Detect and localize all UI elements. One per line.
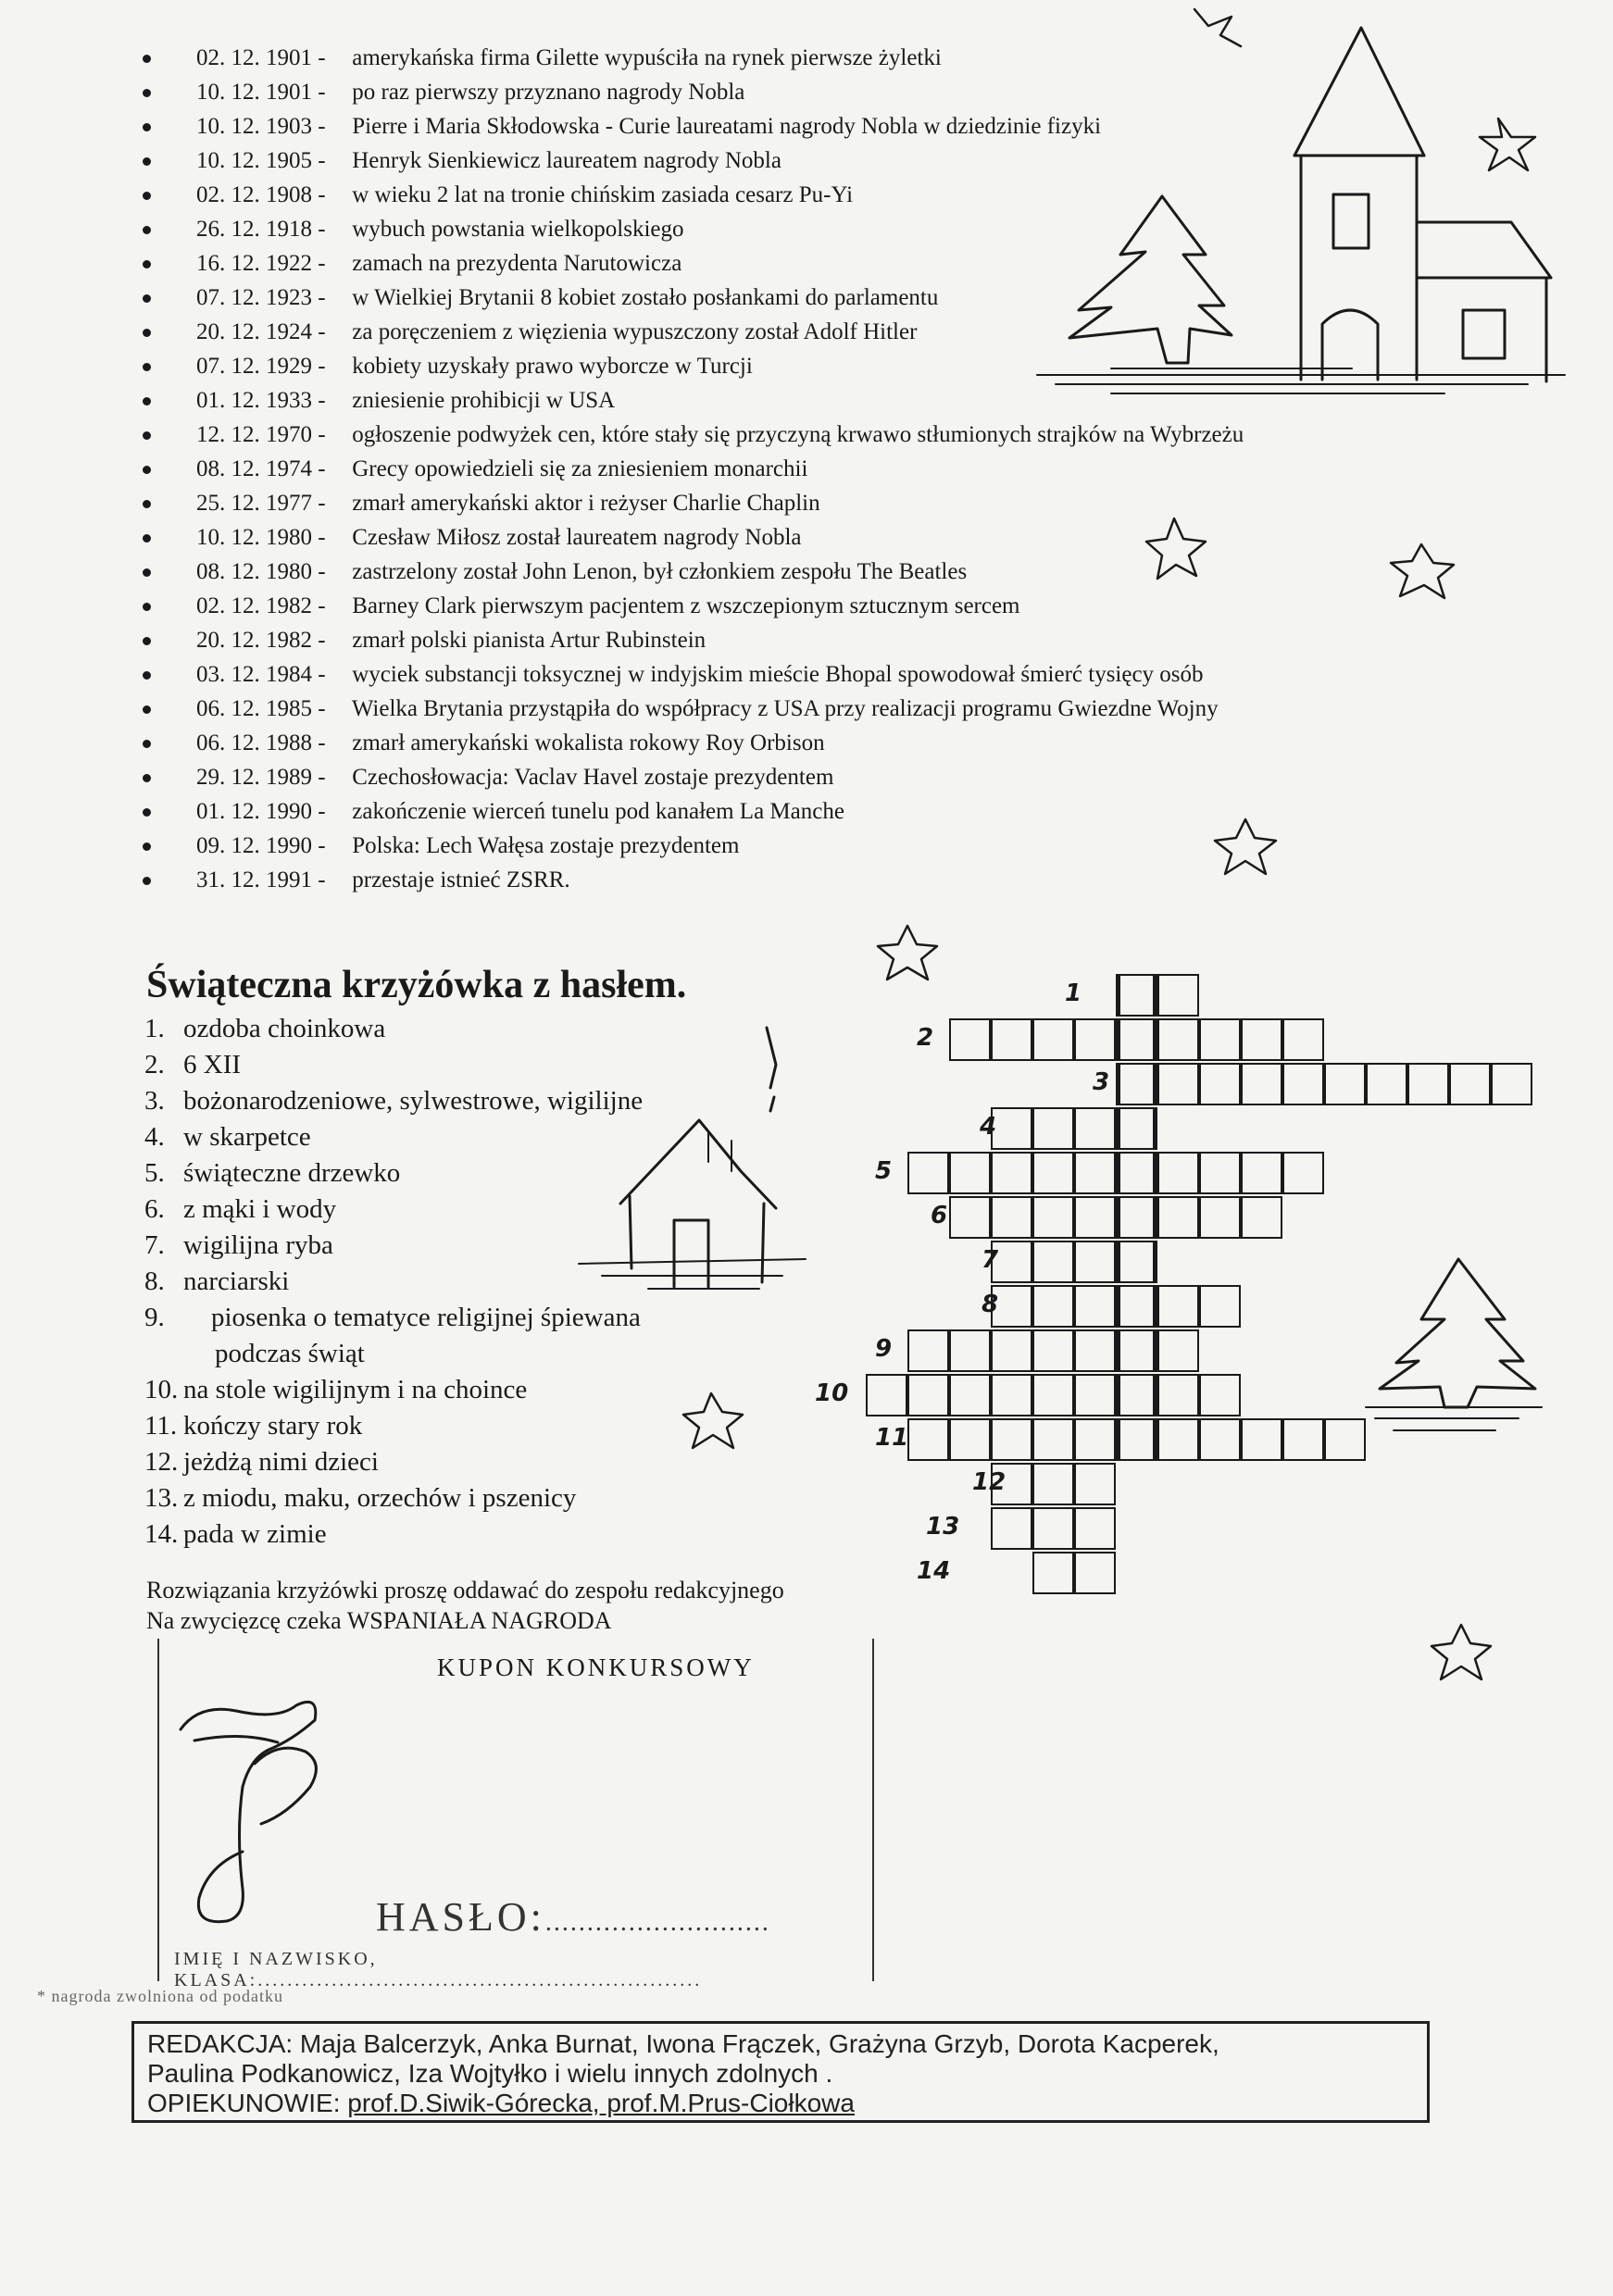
clue-item [144,1264,643,1300]
clue-item [144,1444,643,1480]
crossword-title: Świąteczna krzyżówka z hasłem. [146,964,687,1006]
clue-text: wigilijna ryba [183,1230,333,1260]
crossword-cell[interactable] [1074,1241,1116,1283]
crossword-cell[interactable] [1157,1374,1199,1416]
crossword-cell[interactable] [1032,1329,1074,1372]
crossword-cell[interactable] [949,1329,991,1372]
event-text: zakończenie wierceń tunelu pod kanałem La Manche [352,799,844,824]
event-text: Barney Clark pierwszym pacjentem z wszczepionym sztucznym sercem [352,593,1020,618]
event-text: w wieku 2 lat na tronie chińskim zasiada cesarz Pu-Yi [352,182,854,207]
event-text: przestaje istnieć ZSRR. [352,867,570,892]
crossword-cell[interactable] [907,1374,949,1416]
crossword-cell[interactable] [1282,1063,1324,1105]
crossword-cell[interactable] [1032,1552,1074,1594]
password-cell[interactable] [1116,1196,1157,1239]
event-text: Czechosłowacja: Vaclav Havel zostaje prezydentem [352,765,834,790]
clue-item [144,1047,643,1083]
event-date: 08. 12. 1974 - [196,456,326,481]
crossword-cell[interactable] [1241,1418,1282,1461]
crossword-cell[interactable] [1449,1063,1491,1105]
crossword-cell[interactable] [1074,1018,1116,1061]
event-date: 07. 12. 1929 - [196,354,326,379]
event-date: 09. 12. 1990 - [196,833,326,858]
event-date: 01. 12. 1933 - [196,388,326,413]
event-text: kobiety uzyskały prawo wyborcze w Turcji [352,354,753,379]
password-cell[interactable] [1116,1418,1157,1461]
event-date: 31. 12. 1991 - [196,867,326,892]
submission-note [146,1575,784,1636]
event-text: za poręczeniem z więzienia wypuszczony został Adolf Hitler [352,319,918,344]
event-date: 01. 12. 1990 - [196,799,326,824]
crossword-cell[interactable] [1032,1107,1074,1150]
clue-item [144,1228,643,1264]
clue-number: 12. [144,1447,179,1477]
event-date: 02. 12. 1908 - [196,182,326,207]
row-number-label: 1 [1065,980,1082,1007]
row-number-label: 5 [875,1157,893,1185]
crossword-cell[interactable] [1074,1463,1116,1505]
clue-item [144,1372,643,1408]
row-number-label: 10 [815,1379,849,1407]
password-cell[interactable] [1116,1285,1157,1328]
crossword-cell[interactable] [991,1152,1032,1194]
event-text: Wielka Brytania przystąpiła do współpracy z USA przy realizacji programu Gwiezdne Wojny [351,696,1219,721]
crossword-cell[interactable] [1074,1418,1116,1461]
clue-item [144,1155,643,1192]
clue-item [144,1119,643,1155]
event-text: zastrzelony został John Lenon, był członkiem zespołu The Beatles [352,559,968,584]
crossword-cell[interactable] [1199,1018,1241,1061]
event-date: 12. 12. 1970 - [196,422,326,447]
crossword-cell[interactable] [1032,1418,1074,1461]
crossword-cell[interactable] [1241,1152,1282,1194]
crossword-cell[interactable] [1032,1152,1074,1194]
clue-text: na stole wigilijnym i na choince [183,1375,528,1404]
crossword-cell[interactable] [1241,1063,1282,1105]
row-number-label: 6 [931,1202,948,1229]
password-cell[interactable] [1116,1374,1157,1416]
event-date: 06. 12. 1988 - [196,730,326,755]
event-text: Grecy opowiedzieli się za zniesieniem monarchii [352,456,808,481]
event-date: 03. 12. 1984 - [196,662,326,687]
row-number-label: 9 [875,1335,893,1363]
clue-number: 11. [144,1411,178,1441]
coupon-title: KUPON KONKURSOWY [437,1653,755,1681]
row-number-label: 12 [972,1468,1007,1496]
christmas-tree-drawing [1366,1259,1542,1430]
event-text: zniesienie prohibicji w USA [352,388,616,413]
clue-item [144,1516,643,1553]
editors-line-continued: Paulina Podkanowicz, Iza Wojtyłko i wielu innych zdolnych . [147,2059,833,2088]
crossword-cell[interactable] [1241,1018,1282,1061]
supervisors-line [147,2089,1414,2118]
crossword-cell[interactable] [1199,1285,1241,1328]
password-field[interactable] [376,1893,770,1940]
clue-item [144,1192,643,1228]
password-cell[interactable] [1116,1329,1157,1372]
clue-item [144,1408,643,1444]
crossword-cell[interactable] [949,1418,991,1461]
crossword-cell[interactable] [1282,1418,1324,1461]
row-number-label: 3 [1093,1068,1110,1096]
crossword-cell[interactable] [1282,1152,1324,1194]
crossword-cell[interactable] [907,1418,949,1461]
crossword-cell[interactable] [949,1018,991,1061]
editors-line: REDAKCJA: Maja Balcerzyk, Anka Burnat, Iwona Frączek, Grażyna Grzyb, Dorota Kacperek, [147,2029,1219,2058]
clue-text: ozdoba choinkowa [183,1014,386,1043]
crossword-cell[interactable] [1032,1285,1074,1328]
submission-note-line: Rozwiązania krzyżówki proszę oddawać do zespołu redakcyjnego [146,1577,784,1603]
crossword-cell[interactable] [949,1152,991,1194]
event-date: 26. 12. 1918 - [196,217,326,242]
clue-number: 4. [144,1122,165,1152]
event-text: zmarł amerykański wokalista rokowy Roy Orbison [352,730,825,755]
crossword-cell[interactable] [1074,1552,1116,1594]
clue-number: 8. [144,1267,165,1296]
password-label: HASŁO: [376,1894,545,1940]
password-cell[interactable] [1116,974,1157,1017]
event-date: 06. 12. 1985 - [196,696,326,721]
row-number-label: 14 [917,1557,951,1585]
supervisors-names: prof.D.Siwik-Górecka, prof.M.Prus-Ciołkowa [347,2089,855,2117]
crossword-cell[interactable] [1032,1241,1074,1283]
crossword-cell[interactable] [1074,1196,1116,1239]
clue-text: w skarpetce [183,1122,311,1152]
crossword-cell[interactable] [949,1374,991,1416]
crossword-cell[interactable] [1199,1374,1241,1416]
crossword-cell[interactable] [907,1152,949,1194]
row-number-label: 13 [926,1513,960,1541]
crossword-cell[interactable] [1157,974,1199,1017]
crossword-cell[interactable] [1074,1285,1116,1328]
clue-number: 10. [144,1375,179,1404]
row-number-label: 2 [917,1024,934,1052]
prize-note-line: Na zwycięzcę czeka WSPANIAŁA NAGRODA [146,1607,612,1634]
clue-item [144,1480,643,1516]
clue-text: 6 XII [183,1050,242,1079]
clue-text: narciarski [183,1267,290,1296]
crossword-cell[interactable] [991,1018,1032,1061]
event-text: ogłoszenie podwyżek cen, które stały się przyczyną krwawo stłumionych strajków na Wybrzeżu [352,422,1244,447]
crossword-cell[interactable] [1157,1329,1199,1372]
crossword-cell[interactable] [1282,1018,1324,1061]
clue-text: bożonarodzeniowe, sylwestrowe, wigilijne [183,1086,644,1116]
crossword-cell[interactable] [1241,1196,1282,1239]
crossword-cell[interactable] [907,1329,949,1372]
event-date: 08. 12. 1980 - [196,559,326,584]
crossword-cell[interactable] [1157,1285,1199,1328]
clue-text: z miodu, maku, orzechów i pszenicy [183,1483,577,1513]
clue-item [144,1083,643,1119]
crossword-cell[interactable] [1199,1152,1241,1194]
crossword-cell[interactable] [991,1329,1032,1372]
crossword-cell[interactable] [866,1374,907,1416]
event-date: 10. 12. 1903 - [196,114,326,139]
crossword-cell[interactable] [1157,1063,1199,1105]
event-date: 07. 12. 1923 - [196,285,326,310]
clue-number: 14. [144,1519,179,1549]
event-text: Polska: Lech Wałęsa zostaje prezydentem [352,833,740,858]
crossword-cell[interactable] [1074,1107,1116,1150]
password-blank: ........................... [544,1908,770,1937]
crossword-cell[interactable] [1491,1063,1532,1105]
crossword-cell[interactable] [1157,1418,1199,1461]
clue-text: świąteczne drzewko [183,1158,401,1188]
crossword-cell[interactable] [1324,1418,1366,1461]
crossword-cell[interactable] [991,1107,1032,1150]
event-text: zmarł polski pianista Artur Rubinstein [352,628,706,653]
crossword-cell[interactable] [949,1196,991,1239]
clue-number: 13. [144,1483,179,1513]
crossword-cell[interactable] [1157,1196,1199,1239]
clue-number: 2. [144,1050,165,1079]
clue-text: z mąki i wody [183,1194,337,1224]
name-class-field[interactable]: IMIĘ I NAZWISKO, KLASA:............................................................ [174,1949,703,1990]
christmas-tree-drawing [1069,196,1232,363]
event-date: 10. 12. 1901 - [196,80,326,105]
supervisors-label: OPIEKUNOWIE: [147,2089,348,2117]
crossword-cell[interactable] [1032,1018,1074,1061]
event-date: 10. 12. 1980 - [196,525,326,550]
row-number-label: 11 [875,1424,909,1452]
password-cell[interactable] [1116,1018,1157,1061]
crossword-clues [144,1011,643,1553]
event-text: zmarł amerykański aktor i reżyser Charlie Chaplin [352,491,820,516]
clue-number: 1. [144,1014,165,1043]
crossword-cell[interactable] [1074,1152,1116,1194]
event-text: wyciek substancji toksycznej w indyjskim mieście Bhopal spowodował śmierć tysięcy osób [352,662,1204,687]
event-date: 10. 12. 1905 - [196,148,326,173]
crossword-cell[interactable] [1032,1463,1074,1505]
clue-text: jeżdżą nimi dzieci [183,1447,379,1477]
house-with-tower-drawing [1037,28,1565,393]
crossword-cell[interactable] [1157,1018,1199,1061]
event-date: 25. 12. 1977 - [196,491,326,516]
event-date: 02. 12. 1901 - [196,45,326,70]
row-number-label: 8 [982,1291,999,1318]
crossword-cell[interactable] [991,1507,1032,1550]
tax-footnote: * nagroda zwolniona od podatku [37,1987,283,2005]
clue-number: 7. [144,1230,165,1260]
crossword-cell[interactable] [1199,1418,1241,1461]
crossword-cell[interactable] [991,1196,1032,1239]
clue-item [144,1011,643,1047]
event-text: Henryk Sienkiewicz laureatem nagrody Nobla [352,148,781,173]
event-text: Czesław Miłosz został laureatem nagrody Nobla [352,525,802,550]
event-text: Pierre i Maria Skłodowska - Curie laureatami nagrody Nobla w dziedzinie fizyki [352,114,1102,139]
editorial-box [131,2021,1430,2123]
crossword-cell[interactable] [1366,1063,1407,1105]
crossword-cell[interactable] [1324,1063,1366,1105]
row-number-label: 7 [982,1246,999,1274]
crossword-cell[interactable] [1407,1063,1449,1105]
crossword-cell[interactable] [1074,1329,1116,1372]
crossword-cell[interactable] [1032,1374,1074,1416]
event-text: po raz pierwszy przyznano nagrody Nobla [352,80,745,105]
event-date: 29. 12. 1989 - [196,765,326,790]
clue-text-continued: podczas świąt [215,1339,365,1368]
clue-number: 9. [144,1303,165,1332]
event-text: w Wielkiej Brytanii 8 kobiet zostało posłankami do parlamentu [352,285,939,310]
event-text: zamach na prezydenta Narutowicza [352,251,682,276]
clue-number: 6. [144,1194,165,1224]
crossword-cell[interactable] [1074,1374,1116,1416]
clue-item [144,1300,643,1372]
password-cell[interactable] [1116,1107,1157,1150]
row-number-label: 4 [980,1113,997,1141]
crossword-cell[interactable] [1199,1063,1241,1105]
crossword-cell[interactable] [991,1374,1032,1416]
event-date: 16. 12. 1922 - [196,251,326,276]
crossword-cell[interactable] [1032,1507,1074,1550]
crossword-cell[interactable] [1074,1507,1116,1550]
password-cell[interactable] [1116,1152,1157,1194]
password-cell[interactable] [1116,1241,1157,1283]
event-text: amerykańska firma Gilette wypuściła na rynek pierwsze żyletki [352,45,942,70]
crossword-cell[interactable] [1032,1196,1074,1239]
event-date: 20. 12. 1982 - [196,628,326,653]
crossword-cell[interactable] [1157,1152,1199,1194]
crossword-cell[interactable] [1199,1196,1241,1239]
crossword-cell[interactable] [991,1418,1032,1461]
event-date: 02. 12. 1982 - [196,593,326,618]
contest-coupon [157,1639,874,1990]
password-cell[interactable] [1116,1063,1157,1105]
clue-text: kończy stary rok [183,1411,363,1441]
clue-number: 5. [144,1158,165,1188]
clue-text: piosenka o tematyce religijnej śpiewana [211,1303,641,1332]
event-text: wybuch powstania wielkopolskiego [352,217,684,242]
clue-text: pada w zimie [183,1519,327,1549]
clue-number: 3. [144,1086,165,1116]
event-date: 20. 12. 1924 - [196,319,326,344]
